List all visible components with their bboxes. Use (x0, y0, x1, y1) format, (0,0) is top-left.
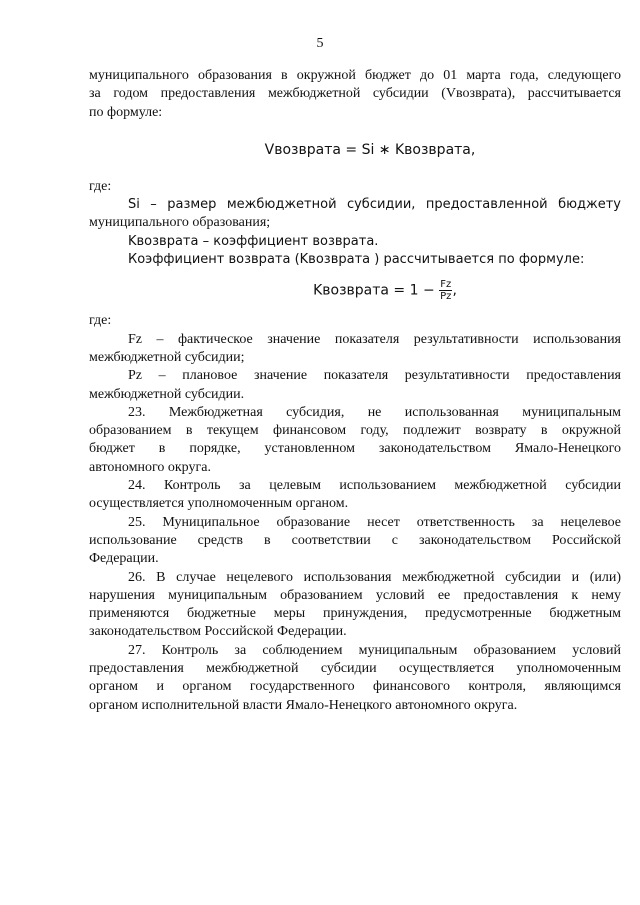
formula-lhs: Kвозврата = 1 − (313, 282, 440, 299)
text-line: использование средств в соответствии с законодательством Российской (89, 532, 621, 548)
where-label: где: (89, 313, 112, 329)
page-number: 5 (316, 36, 324, 51)
text-line: нарушения муниципальным образованием условий ее предоставления к нему (89, 587, 621, 603)
paragraph-24 (89, 477, 621, 514)
text-line: межбюджетной субсидии. (89, 386, 245, 402)
text-line: муниципального образования в окружной бюджет до 01 марта года, следующего (89, 68, 621, 83)
text-line: Pz – плановое значение показателя результативности предоставления (128, 368, 621, 384)
formula-tail: , (452, 282, 457, 299)
text-line (89, 196, 621, 214)
fraction-denominator: Pz (440, 291, 452, 303)
text-line: осуществляется уполномоченным органом. (89, 496, 349, 512)
text-span: Si – размер межбюджетной субсидии, предоставленной бюджету (128, 197, 621, 213)
text-line: законодательством Российской Федерации. (89, 624, 347, 640)
text-line: образованием в текущем финансовом году, подлежит возврату в окружной (89, 423, 621, 439)
definition-si (89, 196, 621, 233)
text-line: органом исполнительной власти Ямало-Ненецкого автономного округа. (89, 697, 518, 713)
paragraph-intro (89, 67, 621, 122)
text-line: 23. Межбюджетная субсидия, не использованная муниципальным (128, 404, 621, 420)
text-line: бюджет в порядке, установленном законодательством Ямало-Ненецкого (89, 441, 621, 457)
paragraph-27 (89, 642, 621, 715)
fraction (439, 279, 452, 302)
text-line: Fz – фактическое значение показателя результативности использования (128, 331, 621, 347)
text-line: за годом предоставления межбюджетной субсидии (Vвозврата), рассчитывается (89, 86, 621, 102)
text-line: 25. Муниципальное образование несет ответственность за нецелевое (128, 514, 621, 530)
formula-k-return (89, 279, 621, 302)
text-line: 26. В случае нецелевого использования межбюджетной субсидии и (или) (128, 569, 621, 585)
definition-fz (89, 331, 621, 368)
text-line: Федерации. (89, 551, 159, 567)
text-line: муниципального образования; (89, 215, 271, 231)
text-line: 24. Контроль за целевым использованием межбюджетной субсидии (128, 478, 621, 494)
where-label: где: (89, 178, 112, 194)
definition-pz (89, 367, 621, 404)
text-line: автономного округа. (89, 459, 211, 475)
text-line: межбюджетной субсидии; (89, 349, 245, 365)
formula-v-return: Vвозврата = Si ∗ Kвозврата, (264, 141, 476, 158)
fraction-numerator: Fz (440, 279, 452, 291)
text-line: применяются бюджетные меры принуждения, предусмотренные бюджетным (89, 606, 621, 622)
k-formula-intro: Коэффициент возврата (Kвозврата ) рассчитывается по формуле: (128, 252, 585, 268)
definition-k: Kвозврата – коэффициент возврата. (128, 233, 379, 249)
document-body (89, 67, 621, 715)
paragraph-26 (89, 569, 621, 642)
text-line: по формуле: (89, 104, 163, 120)
paragraph-23 (89, 404, 621, 477)
text-line: предоставления межбюджетной субсидии осуществляется уполномоченным (89, 661, 621, 677)
text-line: органом и органом государственного финансового контроля, являющимся (89, 679, 621, 695)
paragraph-25 (89, 514, 621, 569)
text-line: 27. Контроль за соблюдением муниципальным образованием условий (128, 642, 621, 658)
